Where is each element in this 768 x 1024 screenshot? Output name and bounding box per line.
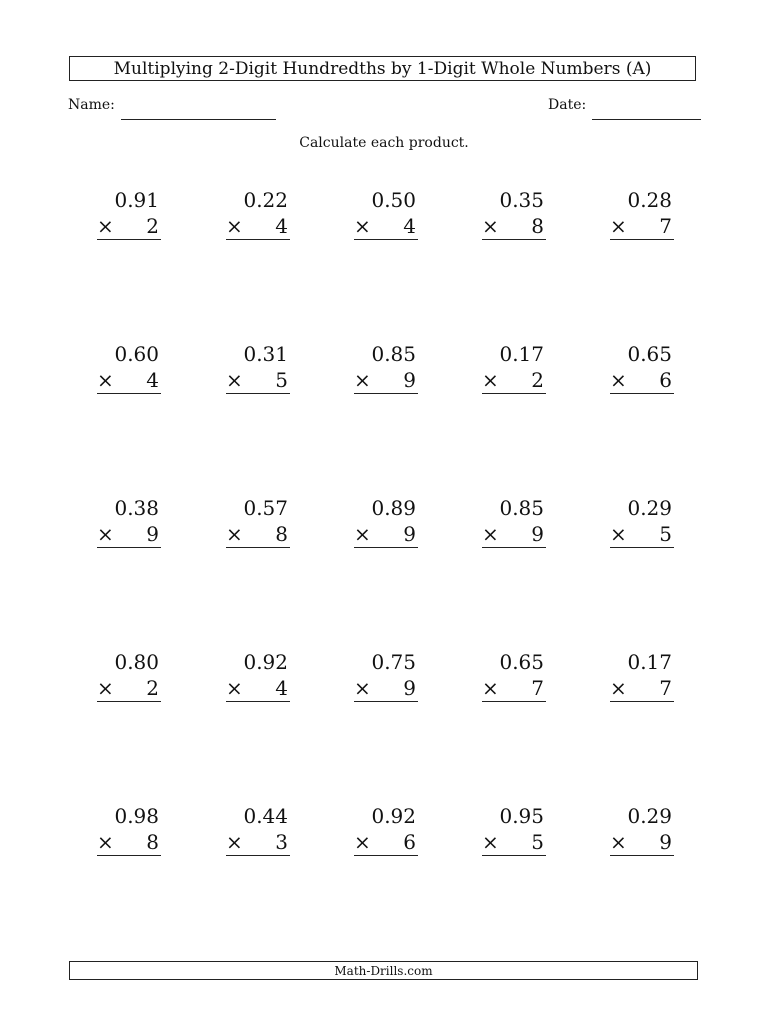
multiplicand: 0.92 xyxy=(243,650,288,674)
problem-item xyxy=(354,341,418,394)
multiplier: 7 xyxy=(659,214,672,238)
name-label: Name: xyxy=(68,97,115,113)
multiply-sign: × xyxy=(610,214,627,238)
multiplicand: 0.98 xyxy=(114,804,159,828)
problem-item xyxy=(226,649,290,702)
multiplier-row xyxy=(226,829,290,856)
multiplicand: 0.89 xyxy=(371,496,416,520)
multiplier: 4 xyxy=(275,214,288,238)
multiply-sign: × xyxy=(97,830,114,854)
multiplicand: 0.17 xyxy=(627,650,672,674)
problem-item xyxy=(354,495,418,548)
multiplicand: 0.35 xyxy=(499,188,544,212)
multiply-sign: × xyxy=(482,214,499,238)
multiplier: 3 xyxy=(275,830,288,854)
multiplier-row xyxy=(226,521,290,548)
problem-item xyxy=(226,187,290,240)
problem-item xyxy=(610,803,674,856)
multiplier-row xyxy=(610,367,674,394)
multiplicand: 0.29 xyxy=(627,804,672,828)
problem-item xyxy=(226,495,290,548)
multiply-sign: × xyxy=(226,522,243,546)
multiply-sign: × xyxy=(97,676,114,700)
problem-item xyxy=(226,803,290,856)
multiplier-row xyxy=(354,829,418,856)
multiplier: 9 xyxy=(403,676,416,700)
multiplicand: 0.17 xyxy=(499,342,544,366)
multiply-sign: × xyxy=(482,676,499,700)
multiplier-row xyxy=(226,675,290,702)
multiplier-row xyxy=(97,213,161,240)
multiplicand: 0.92 xyxy=(371,804,416,828)
problem-item xyxy=(482,495,546,548)
multiplicand: 0.95 xyxy=(499,804,544,828)
multiplicand: 0.75 xyxy=(371,650,416,674)
multiply-sign: × xyxy=(354,830,371,854)
multiplier: 9 xyxy=(146,522,159,546)
multiplier: 2 xyxy=(531,368,544,392)
multiplier: 2 xyxy=(146,214,159,238)
multiplier-row xyxy=(97,829,161,856)
problem-item xyxy=(226,341,290,394)
multiplier: 6 xyxy=(403,830,416,854)
multiplier-row xyxy=(354,367,418,394)
multiplier-row xyxy=(482,367,546,394)
multiplicand: 0.44 xyxy=(243,804,288,828)
multiplier: 2 xyxy=(146,676,159,700)
multiply-sign: × xyxy=(482,830,499,854)
instructions: Calculate each product. xyxy=(299,135,469,151)
multiplier-row xyxy=(97,367,161,394)
multiplicand: 0.22 xyxy=(243,188,288,212)
multiplier-row xyxy=(97,675,161,702)
multiplicand: 0.85 xyxy=(499,496,544,520)
multiply-sign: × xyxy=(226,676,243,700)
multiplier: 5 xyxy=(275,368,288,392)
multiplicand: 0.91 xyxy=(114,188,159,212)
problem-item xyxy=(97,187,161,240)
multiplier-row xyxy=(610,213,674,240)
multiplier: 5 xyxy=(659,522,672,546)
multiplier-row xyxy=(610,675,674,702)
multiply-sign: × xyxy=(226,368,243,392)
multiply-sign: × xyxy=(482,522,499,546)
problem-item xyxy=(610,649,674,702)
multiplier: 8 xyxy=(146,830,159,854)
multiply-sign: × xyxy=(226,214,243,238)
problem-item xyxy=(610,341,674,394)
multiplicand: 0.60 xyxy=(114,342,159,366)
multiplier: 4 xyxy=(275,676,288,700)
problem-item xyxy=(610,495,674,548)
problem-item xyxy=(354,803,418,856)
multiplicand: 0.31 xyxy=(243,342,288,366)
worksheet-title-text: Multiplying 2-Digit Hundredths by 1-Digit Whole Numbers (A) xyxy=(113,58,652,79)
multiplicand: 0.50 xyxy=(371,188,416,212)
multiply-sign: × xyxy=(226,830,243,854)
multiplier: 4 xyxy=(146,368,159,392)
multiplier: 7 xyxy=(531,676,544,700)
multiplier: 8 xyxy=(275,522,288,546)
multiplier: 4 xyxy=(403,214,416,238)
problem-item xyxy=(97,341,161,394)
multiply-sign: × xyxy=(354,368,371,392)
multiplier-row xyxy=(354,521,418,548)
multiplier: 9 xyxy=(403,368,416,392)
multiply-sign: × xyxy=(610,830,627,854)
multiply-sign: × xyxy=(97,368,114,392)
problem-item xyxy=(482,187,546,240)
multiplier-row xyxy=(482,521,546,548)
problem-item xyxy=(482,649,546,702)
multiply-sign: × xyxy=(482,368,499,392)
problem-item xyxy=(610,187,674,240)
multiplicand: 0.80 xyxy=(114,650,159,674)
multiply-sign: × xyxy=(354,214,371,238)
multiplicand: 0.85 xyxy=(371,342,416,366)
problem-item xyxy=(482,803,546,856)
multiplier: 5 xyxy=(531,830,544,854)
multiplier-row xyxy=(226,213,290,240)
multiply-sign: × xyxy=(354,522,371,546)
multiplier-row xyxy=(610,521,674,548)
multiplier: 7 xyxy=(659,676,672,700)
multiplicand: 0.29 xyxy=(627,496,672,520)
multiplier-row xyxy=(354,213,418,240)
problem-item xyxy=(97,803,161,856)
multiplier-row xyxy=(482,675,546,702)
footer-text: Math-Drills.com xyxy=(334,963,433,978)
multiply-sign: × xyxy=(97,214,114,238)
problem-item xyxy=(97,649,161,702)
multiplier-row xyxy=(482,213,546,240)
problem-item xyxy=(482,341,546,394)
multiply-sign: × xyxy=(610,368,627,392)
multiplier-row xyxy=(610,829,674,856)
problem-item xyxy=(354,187,418,240)
multiplicand: 0.38 xyxy=(114,496,159,520)
footer xyxy=(69,961,698,980)
multiplier: 9 xyxy=(531,522,544,546)
multiplicand: 0.28 xyxy=(627,188,672,212)
date-label: Date: xyxy=(548,97,587,113)
multiplier-row xyxy=(354,675,418,702)
multiply-sign: × xyxy=(610,522,627,546)
multiplier-row xyxy=(482,829,546,856)
multiplier-row xyxy=(226,367,290,394)
problem-item xyxy=(354,649,418,702)
problem-item xyxy=(97,495,161,548)
multiplier: 9 xyxy=(659,830,672,854)
multiplier-row xyxy=(97,521,161,548)
multiply-sign: × xyxy=(610,676,627,700)
multiplier: 6 xyxy=(659,368,672,392)
multiplier: 8 xyxy=(531,214,544,238)
multiplicand: 0.65 xyxy=(627,342,672,366)
multiplicand: 0.65 xyxy=(499,650,544,674)
multiply-sign: × xyxy=(354,676,371,700)
multiplicand: 0.57 xyxy=(243,496,288,520)
multiply-sign: × xyxy=(97,522,114,546)
multiplier: 9 xyxy=(403,522,416,546)
